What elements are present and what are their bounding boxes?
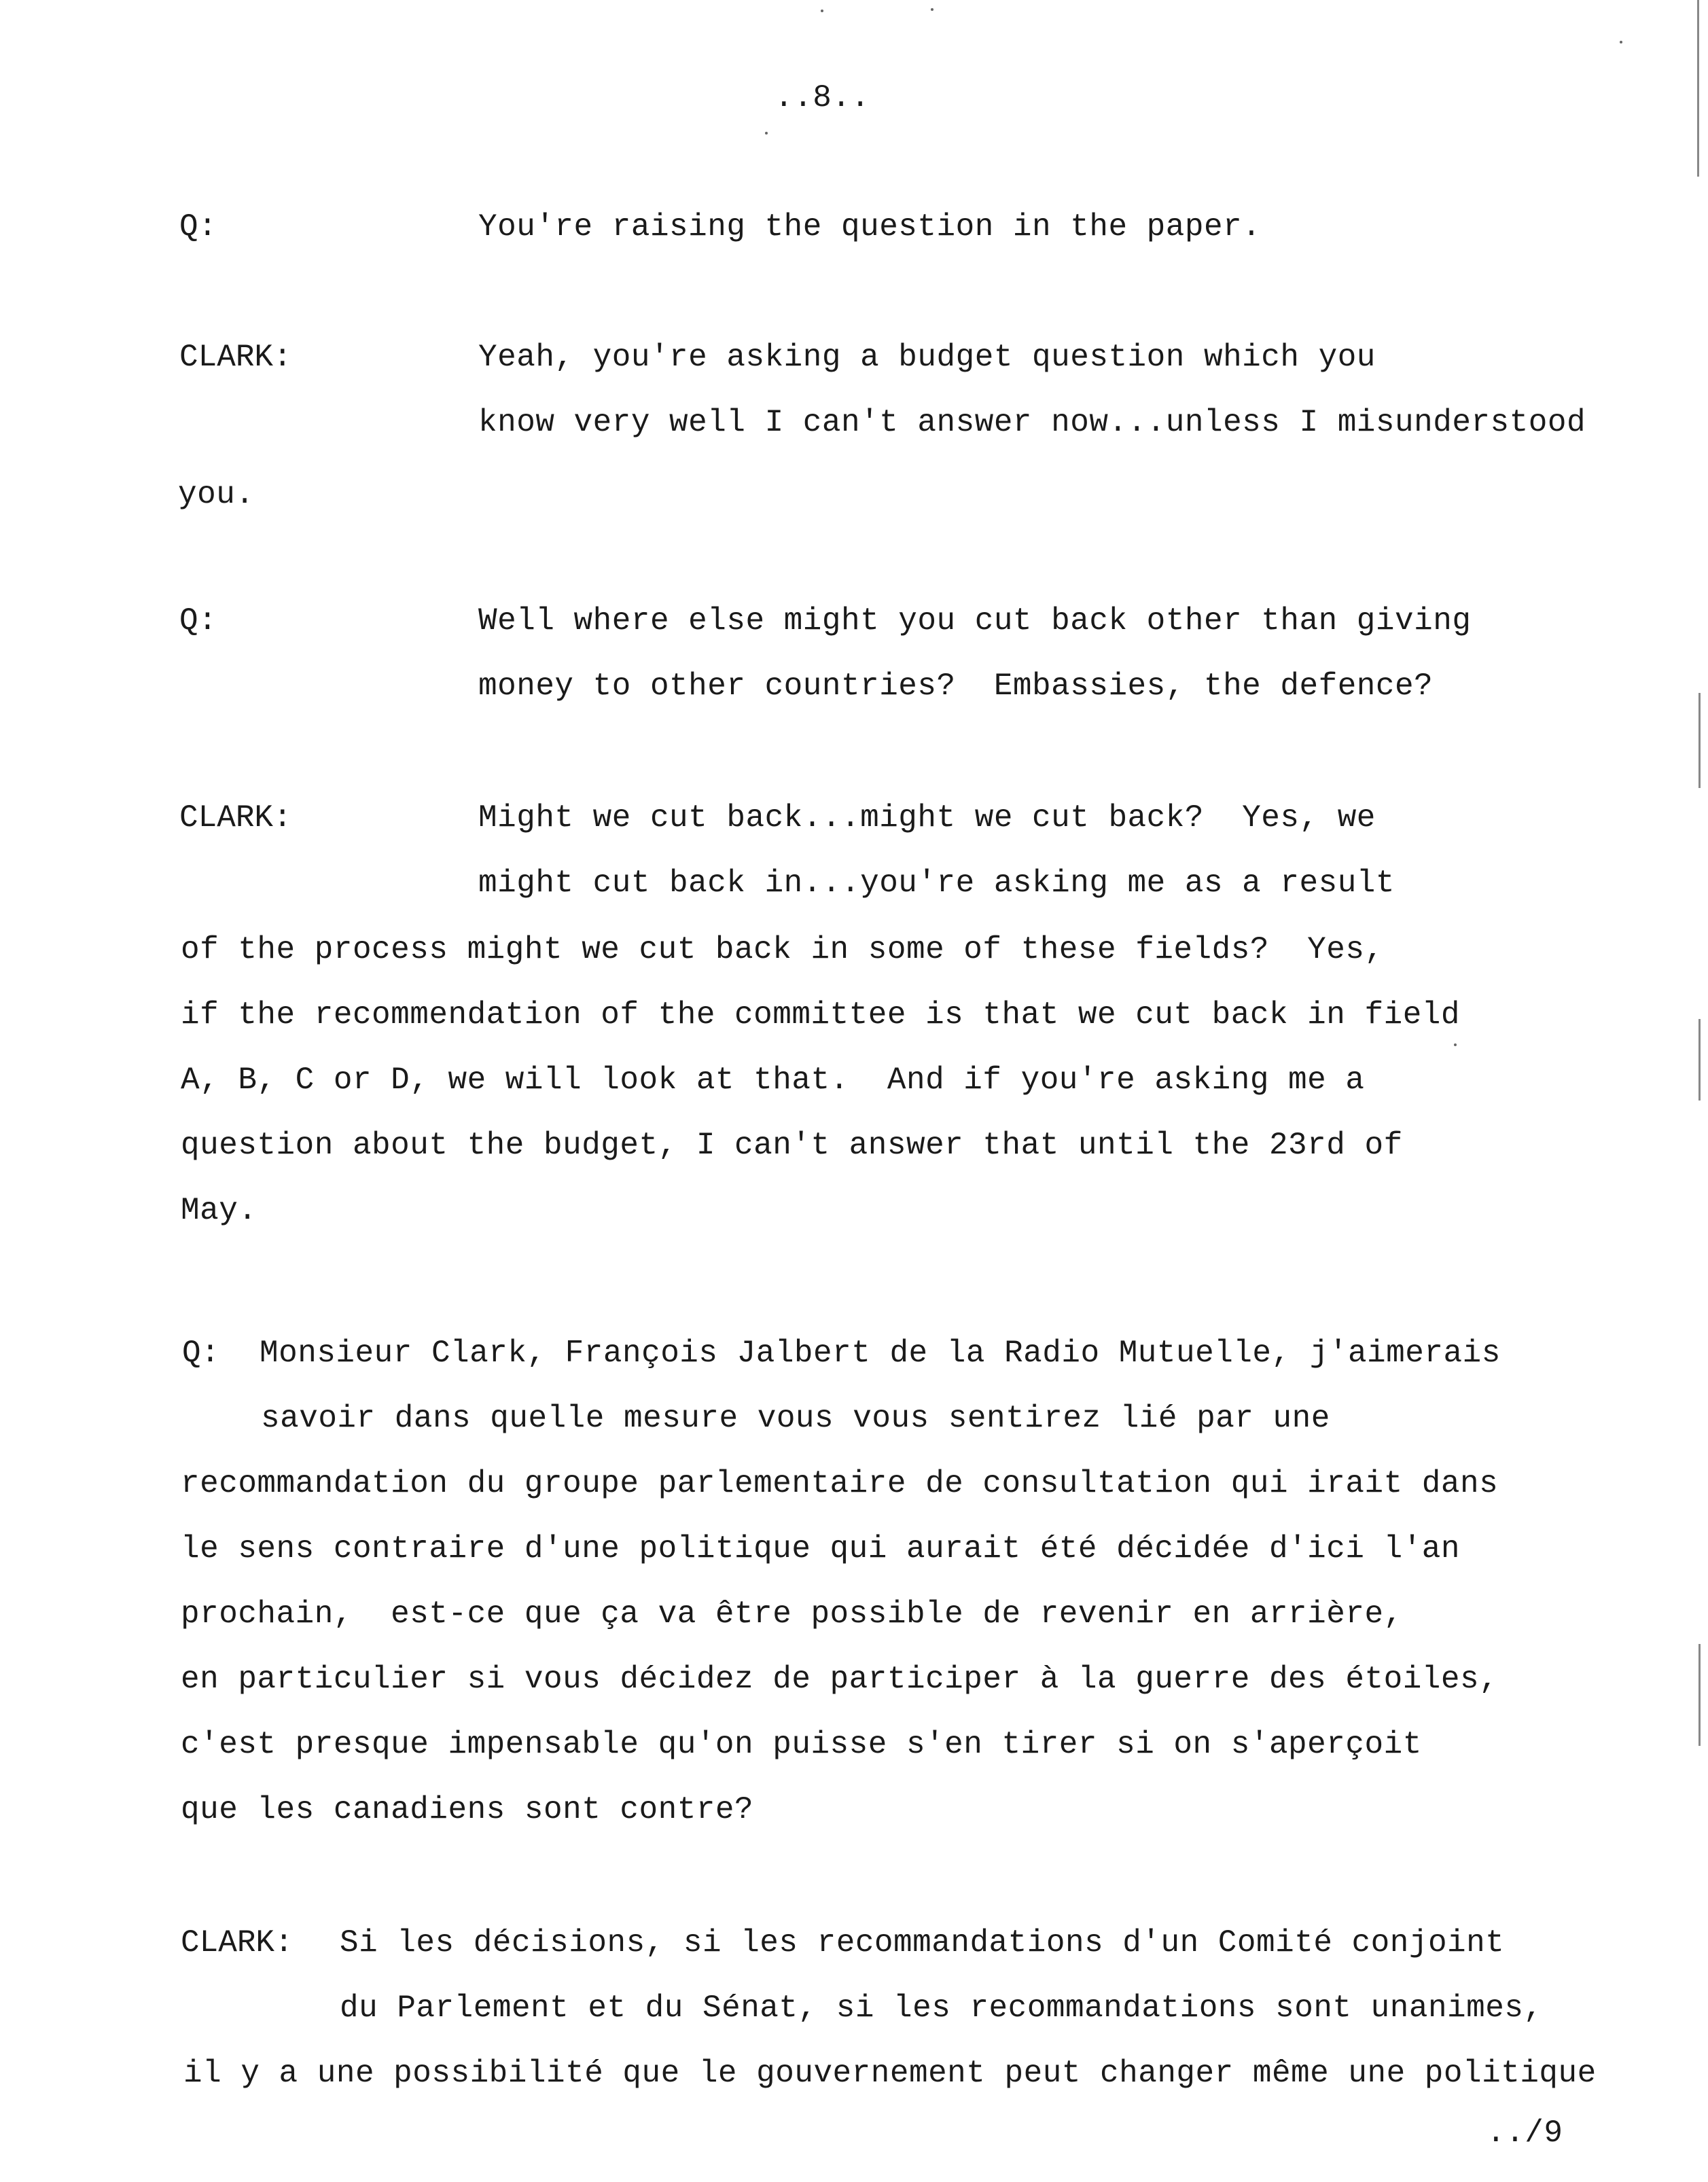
page-number: ..8.. [775, 80, 870, 115]
scan-edge-mark [1698, 1019, 1701, 1101]
transcript-line: Monsieur Clark, François Jalbert de la Radio Mutuelle, j'aimerais [260, 1336, 1501, 1371]
scan-speck [1454, 1043, 1457, 1046]
transcript-line: il y a une possibilité que le gouvernement peut changer même une politique [183, 2056, 1597, 2091]
transcript-line: know very well I can't answer now...unless I misunderstood [478, 405, 1586, 440]
transcript-line: que les canadiens sont contre? [181, 1792, 754, 1827]
transcript-line: recommandation du groupe parlementaire de consultation qui irait dans [181, 1466, 1499, 1501]
transcript-line: question about the budget, I can't answer that until the 23rd of [181, 1128, 1403, 1163]
scan-edge-mark [1697, 0, 1699, 177]
transcript-line: c'est presque impensable qu'on puisse s'en tirer si on s'aperçoit [181, 1727, 1422, 1762]
transcript-line: You're raising the question in the paper. [478, 209, 1262, 245]
transcript-line: prochain, est-ce que ça va être possible de revenir en arrière, [181, 1596, 1403, 1632]
transcript-line: you. [178, 477, 255, 512]
scan-edge-mark [1698, 693, 1701, 788]
scan-speck [765, 132, 768, 135]
speaker-label: Q: [182, 1336, 220, 1371]
scan-speck [931, 8, 933, 11]
transcript-line: might cut back in...you're asking me as a result [478, 865, 1395, 901]
speaker-label: CLARK: [181, 1925, 293, 1961]
speaker-label: Q: [179, 603, 217, 639]
speaker-label: Q: [179, 209, 217, 245]
scan-speck [1620, 41, 1622, 43]
transcript-line: if the recommendation of the committee is that we cut back in field [181, 997, 1461, 1033]
transcript-line: Might we cut back...might we cut back? Yes, we [478, 800, 1376, 836]
transcript-line: savoir dans quelle mesure vous vous sentirez lié par une [261, 1401, 1330, 1436]
transcript-line: May. [181, 1193, 257, 1228]
transcript-line: of the process might we cut back in some of these fields? Yes, [181, 932, 1384, 967]
continuation-marker: ../9 [1487, 2115, 1563, 2151]
transcript-line: en particulier si vous décidez de participer à la guerre des étoiles, [181, 1662, 1499, 1697]
transcript-line: money to other countries? Embassies, the defence? [478, 668, 1434, 704]
transcript-line: Yeah, you're asking a budget question which you [478, 340, 1376, 375]
transcript-line: du Parlement et du Sénat, si les recommandations sont unanimes, [340, 1990, 1543, 2026]
transcript-line: Well where else might you cut back other than giving [478, 603, 1472, 639]
speaker-label: CLARK: [179, 800, 292, 836]
transcript-line: le sens contraire d'une politique qui aurait été décidée d'ici l'an [181, 1531, 1461, 1567]
transcript-line: Si les décisions, si les recommandations d'un Comité conjoint [340, 1925, 1505, 1961]
scan-speck [821, 10, 823, 12]
transcript-line: A, B, C or D, we will look at that. And if you're asking me a [181, 1062, 1365, 1098]
speaker-label: CLARK: [179, 340, 292, 375]
scan-edge-mark [1698, 1644, 1701, 1746]
